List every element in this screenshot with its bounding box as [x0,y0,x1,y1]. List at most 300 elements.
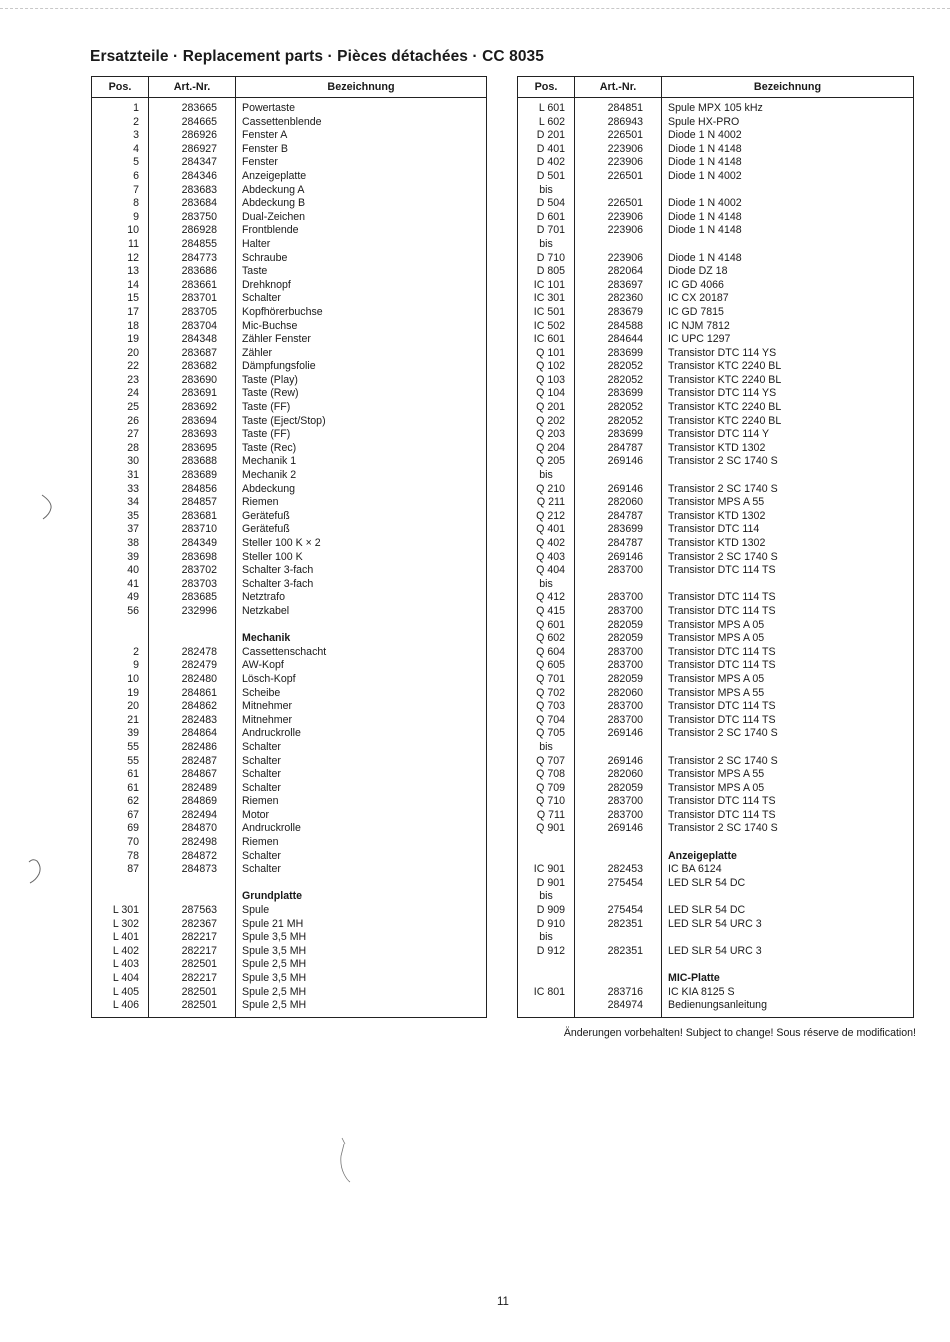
cell-description: Andruckrolle [242,822,301,835]
table-row [92,727,487,741]
cell-description: Taste (FF) [242,401,291,414]
table-row [518,591,914,605]
cell-description: LED SLR 54 URC 3 [668,917,762,930]
cell-art-nr [575,958,662,972]
cell-pos: 62 [92,795,149,809]
cell-description: Abdeckung [242,482,296,495]
cell-pos: Q 210 [518,483,575,497]
cell-pos: L 602 [518,116,575,130]
cell-pos: 18 [92,320,149,334]
cell-description: Spule 2,5 MH [242,958,307,971]
cell-art-nr: 282052 [575,374,662,388]
table-row [518,523,914,537]
cell-art-nr: 282487 [149,755,236,769]
cell-description: Mechanik 2 [242,469,297,482]
cell-pos: Q 204 [518,442,575,456]
cell-art-nr: 282060 [575,768,662,782]
cell-pos: bis [518,578,575,592]
cell-art-nr: 283665 [149,98,236,116]
cell-art-nr: 282367 [149,918,236,932]
cell-pos: 15 [92,292,149,306]
table-row [518,972,914,986]
cell-art-nr: 284346 [149,170,236,184]
col-header-pos: Pos. [518,77,575,98]
col-header-desc: Bezeichnung [236,77,487,98]
cell-pos: L 405 [92,986,149,1000]
cell-description: Diode 1 N 4148 [668,251,742,264]
cell-description: Diode 1 N 4148 [668,210,742,223]
cell-description: AW-Kopf [242,659,284,672]
table-row [518,646,914,660]
cell-art-nr: 282453 [575,863,662,877]
cell-description: Schalter [242,754,281,767]
cell-art-nr: 283700 [575,700,662,714]
cell-description: Steller 100 K × 2 [242,537,321,549]
cell-pos: 11 [92,238,149,252]
cell-pos [518,972,575,986]
cell-pos: 14 [92,279,149,293]
cell-description: Spule 3,5 MH [242,931,307,944]
table-row [92,360,487,374]
cell-pos: 4 [92,143,149,157]
cell-pos: Q 710 [518,795,575,809]
cell-pos: 26 [92,415,149,429]
cell-description: Taste (Rew) [242,387,299,400]
cell-description: Zähler [242,346,273,359]
cell-art-nr [575,972,662,986]
table-row [518,822,914,836]
cell-pos: bis [518,931,575,945]
cell-art-nr: 282059 [575,782,662,796]
table-row [518,252,914,266]
cell-pos: D 601 [518,211,575,225]
table-row [92,129,487,143]
cell-description: Taste (FF) [242,428,291,441]
table-row [92,469,487,483]
table-row [518,333,914,347]
cell-description: Riemen [242,795,279,808]
cell-pos: 6 [92,170,149,184]
table-row [92,238,487,252]
cell-description: Powertaste [242,102,295,114]
cell-pos: IC 502 [518,320,575,334]
cell-art-nr: 232996 [149,605,236,619]
table-row [518,211,914,225]
cell-description: Transistor DTC 114 TS [668,604,776,617]
table-row [518,578,914,592]
table-row [518,347,914,361]
cell-art-nr: 283689 [149,469,236,483]
table-row [518,605,914,619]
cell-art-nr: 287563 [149,904,236,918]
table-row [518,795,914,809]
table-row [518,116,914,130]
table-row [92,863,487,877]
cell-art-nr: 282489 [149,782,236,796]
table-row [518,863,914,877]
scan-edge-line [0,8,950,9]
cell-art-nr: 226501 [575,170,662,184]
cell-description: Cassettenschacht [242,645,327,658]
table-row [92,646,487,660]
pen-stroke-mark [336,1136,356,1186]
cell-description: Diode DZ 18 [668,265,728,278]
cell-art-nr: 284773 [149,252,236,266]
table-row [518,442,914,456]
cell-pos: Q 703 [518,700,575,714]
cell-art-nr: 283700 [575,714,662,728]
cell-art-nr: 283695 [149,442,236,456]
table-row [92,945,487,959]
cell-art-nr [149,877,236,891]
cell-art-nr: 283692 [149,401,236,415]
cell-pos: bis [518,741,575,755]
cell-description: IC GD 4066 [668,278,724,291]
cell-art-nr: 283661 [149,279,236,293]
cell-description: Netztrafo [242,591,285,604]
cell-pos: Q 412 [518,591,575,605]
cell-pos: Q 403 [518,551,575,565]
table-row [92,496,487,510]
table-row [518,836,914,850]
cell-art-nr: 282064 [575,265,662,279]
table-row [92,768,487,782]
cell-description: Transistor KTD 1302 [668,509,766,522]
table-row [518,999,914,1017]
cell-art-nr: 282483 [149,714,236,728]
cell-art-nr: 282052 [575,360,662,374]
cell-pos: 2 [92,116,149,130]
cell-art-nr: 282217 [149,931,236,945]
cell-pos: 10 [92,673,149,687]
cell-description: Transistor KTC 2240 BL [668,414,782,427]
cell-pos: 70 [92,836,149,850]
cell-description: Transistor 2 SC 1740 S [668,482,778,495]
table-row [92,632,487,646]
table-row [92,374,487,388]
binder-hole-mark [28,858,42,884]
cell-art-nr: 282479 [149,659,236,673]
table-row [518,374,914,388]
cell-art-nr: 284870 [149,822,236,836]
cell-art-nr: 284855 [149,238,236,252]
table-row [92,659,487,673]
table-row [518,809,914,823]
cell-art-nr: 284873 [149,863,236,877]
cell-description: Drehknopf [242,278,291,291]
binder-hole-mark [40,494,54,520]
cell-pos: L 301 [92,904,149,918]
cell-pos: D 201 [518,129,575,143]
cell-description: Transistor DTC 114 [668,523,760,536]
cell-description: IC BA 6124 [668,863,722,876]
cell-art-nr: 284857 [149,496,236,510]
cell-description: Fenster A [242,129,288,142]
cell-pos: D 504 [518,197,575,211]
cell-description: Scheibe [242,686,281,699]
cell-art-nr: 282059 [575,632,662,646]
cell-art-nr: 282486 [149,741,236,755]
cell-description: Schalter 3-fach [242,564,314,577]
cell-art-nr: 282480 [149,673,236,687]
cell-description: Transistor 2 SC 1740 S [668,455,778,468]
cell-art-nr: 269146 [575,755,662,769]
cell-pos: 22 [92,360,149,374]
table-row [92,537,487,551]
table-row [92,700,487,714]
cell-pos: 1 [92,98,149,116]
cell-art-nr: 283700 [575,591,662,605]
cell-art-nr: 282501 [149,958,236,972]
table-row [92,224,487,238]
cell-description [662,890,914,904]
table-row [92,306,487,320]
table-row [92,755,487,769]
cell-description: Transistor KTD 1302 [668,537,766,549]
table-row [92,116,487,130]
cell-art-nr: 284588 [575,320,662,334]
cell-description [662,184,914,198]
cell-description: IC KIA 8125 S [668,985,735,998]
cell-art-nr: 282052 [575,415,662,429]
cell-description: Spule MPX 105 kHz [668,102,763,114]
table-row [518,320,914,334]
cell-art-nr: 283750 [149,211,236,225]
cell-art-nr: 283693 [149,428,236,442]
cell-pos [518,836,575,850]
cell-art-nr: 282501 [149,986,236,1000]
cell-pos: IC 601 [518,333,575,347]
cell-art-nr: 283681 [149,510,236,524]
cell-description: Transistor DTC 114 Y [668,428,770,441]
table-row [92,591,487,605]
cell-art-nr: 286926 [149,129,236,143]
table-row [518,197,914,211]
cell-description: Taste (Eject/Stop) [242,414,326,427]
table-row [518,292,914,306]
cell-description: Transistor KTD 1302 [668,441,766,454]
cell-description: Transistor DTC 114 TS [668,564,776,577]
cell-pos: D 909 [518,904,575,918]
cell-description: Riemen [242,836,279,849]
cell-art-nr: 226501 [575,197,662,211]
table-row [518,619,914,633]
cell-pos: 27 [92,428,149,442]
table-row [92,333,487,347]
table-row [92,170,487,184]
cell-art-nr: 269146 [575,483,662,497]
cell-description: Taste [242,265,268,278]
table-row [518,673,914,687]
cell-description: Transistor KTC 2240 BL [668,373,782,386]
cell-pos: 8 [92,197,149,211]
cell-art-nr: 282360 [575,292,662,306]
table-row [518,727,914,741]
cell-art-nr [575,578,662,592]
cell-description: Transistor 2 SC 1740 S [668,727,778,740]
cell-art-nr: 284864 [149,727,236,741]
table-row [92,605,487,619]
cell-art-nr: 286927 [149,143,236,157]
table-row [92,564,487,578]
cell-art-nr: 282478 [149,646,236,660]
cell-pos: 19 [92,333,149,347]
table-row [92,401,487,415]
table-header-row [92,77,487,98]
cell-pos: L 404 [92,972,149,986]
cell-description: Spule 3,5 MH [242,944,307,957]
table-row [518,564,914,578]
cell-pos: Q 709 [518,782,575,796]
cell-art-nr: 284644 [575,333,662,347]
table-row [518,551,914,565]
cell-art-nr [149,632,236,646]
cell-pos: D 701 [518,224,575,238]
cell-description: Diode 1 N 4002 [668,169,742,182]
cell-description: Transistor 2 SC 1740 S [668,754,778,767]
table-row [518,184,914,198]
parts-table-left-body [92,98,487,1018]
cell-pos: 2 [92,646,149,660]
cell-art-nr: 283684 [149,197,236,211]
cell-description: Diode 1 N 4148 [668,224,742,237]
cell-art-nr: 283686 [149,265,236,279]
cell-description: Bedienungsanleitung [668,999,767,1012]
cell-description: Cassettenblende [242,115,322,128]
cell-description: Zähler Fenster [242,333,311,346]
cell-pos: IC 501 [518,306,575,320]
table-row [92,510,487,524]
cell-pos [92,619,149,633]
cell-pos: D 710 [518,252,575,266]
table-row [92,687,487,701]
cell-description: Halter [242,237,271,250]
table-row [92,428,487,442]
cell-pos: bis [518,184,575,198]
page-title: Ersatzteile · Replacement parts · Pièces détachées · CC 8035 [90,48,544,65]
cell-description [662,931,914,945]
table-row [518,510,914,524]
cell-pos: Q 605 [518,659,575,673]
cell-art-nr: 284665 [149,116,236,130]
cell-art-nr [575,184,662,198]
cell-pos: L 401 [92,931,149,945]
cell-description: Frontblende [242,224,299,237]
cell-art-nr: 284347 [149,156,236,170]
table-row [92,986,487,1000]
cell-pos: 39 [92,551,149,565]
table-row [518,455,914,469]
cell-description: Abdeckung B [242,197,306,210]
table-row [518,428,914,442]
cell-pos: Q 415 [518,605,575,619]
cell-pos: Q 102 [518,360,575,374]
cell-art-nr: 283701 [149,292,236,306]
table-row [518,850,914,864]
cell-art-nr: 283682 [149,360,236,374]
cell-pos: 3 [92,129,149,143]
table-row [92,252,487,266]
cell-pos: 28 [92,442,149,456]
table-row [92,292,487,306]
cell-description: LED SLR 54 URC 3 [668,944,762,957]
table-row [92,822,487,836]
table-row [92,890,487,904]
cell-art-nr: 269146 [575,727,662,741]
cell-description: Transistor MPS A 55 [668,496,765,509]
cell-description: Abdeckung A [242,183,305,196]
col-header-pos: Pos. [92,77,149,98]
table-row [518,918,914,932]
cell-description: Transistor MPS A 55 [668,768,765,781]
table-row [92,197,487,211]
cell-description: Schalter 3-fach [242,577,314,590]
cell-description: Netzkabel [242,604,290,617]
table-row [92,904,487,918]
cell-description: Transistor DTC 114 TS [668,795,776,808]
cell-pos: Q 103 [518,374,575,388]
cell-pos: Q 201 [518,401,575,415]
cell-pos: Q 702 [518,687,575,701]
section-heading: Mechanik [242,632,291,645]
cell-art-nr: 283700 [575,646,662,660]
table-row [518,768,914,782]
table-row [92,387,487,401]
cell-art-nr: 282060 [575,687,662,701]
cell-pos: 56 [92,605,149,619]
cell-art-nr [575,469,662,483]
cell-pos: 40 [92,564,149,578]
table-row [92,143,487,157]
cell-description: Transistor DTC 114 TS [668,645,776,658]
cell-art-nr: 283679 [575,306,662,320]
cell-pos: 13 [92,265,149,279]
table-row [92,320,487,334]
cell-art-nr: 282059 [575,619,662,633]
section-heading: Anzeigeplatte [668,849,737,862]
cell-description: Fenster [242,156,278,169]
parts-table-right-body [518,98,914,1018]
cell-description [662,238,914,252]
cell-pos: Q 705 [518,727,575,741]
cell-art-nr [575,836,662,850]
cell-pos: 7 [92,184,149,198]
cell-description: Gerätefuß [242,523,290,536]
cell-art-nr: 282052 [575,401,662,415]
cell-description: Kopfhörerbuchse [242,305,323,318]
cell-art-nr: 286928 [149,224,236,238]
cell-description: Andruckrolle [242,727,301,740]
table-row [518,483,914,497]
cell-art-nr: 283699 [575,347,662,361]
cell-pos: L 302 [92,918,149,932]
cell-pos: IC 901 [518,863,575,877]
cell-art-nr: 223906 [575,252,662,266]
cell-pos: Q 404 [518,564,575,578]
cell-description: Transistor 2 SC 1740 S [668,822,778,835]
cell-description: Spule 2,5 MH [242,999,307,1012]
table-row [92,836,487,850]
cell-pos: 12 [92,252,149,266]
table-row [518,931,914,945]
table-row [518,279,914,293]
cell-art-nr [149,890,236,904]
cell-pos: Q 711 [518,809,575,823]
cell-description [236,877,487,891]
cell-art-nr [575,931,662,945]
cell-description [662,469,914,483]
col-header-art: Art.-Nr. [575,77,662,98]
